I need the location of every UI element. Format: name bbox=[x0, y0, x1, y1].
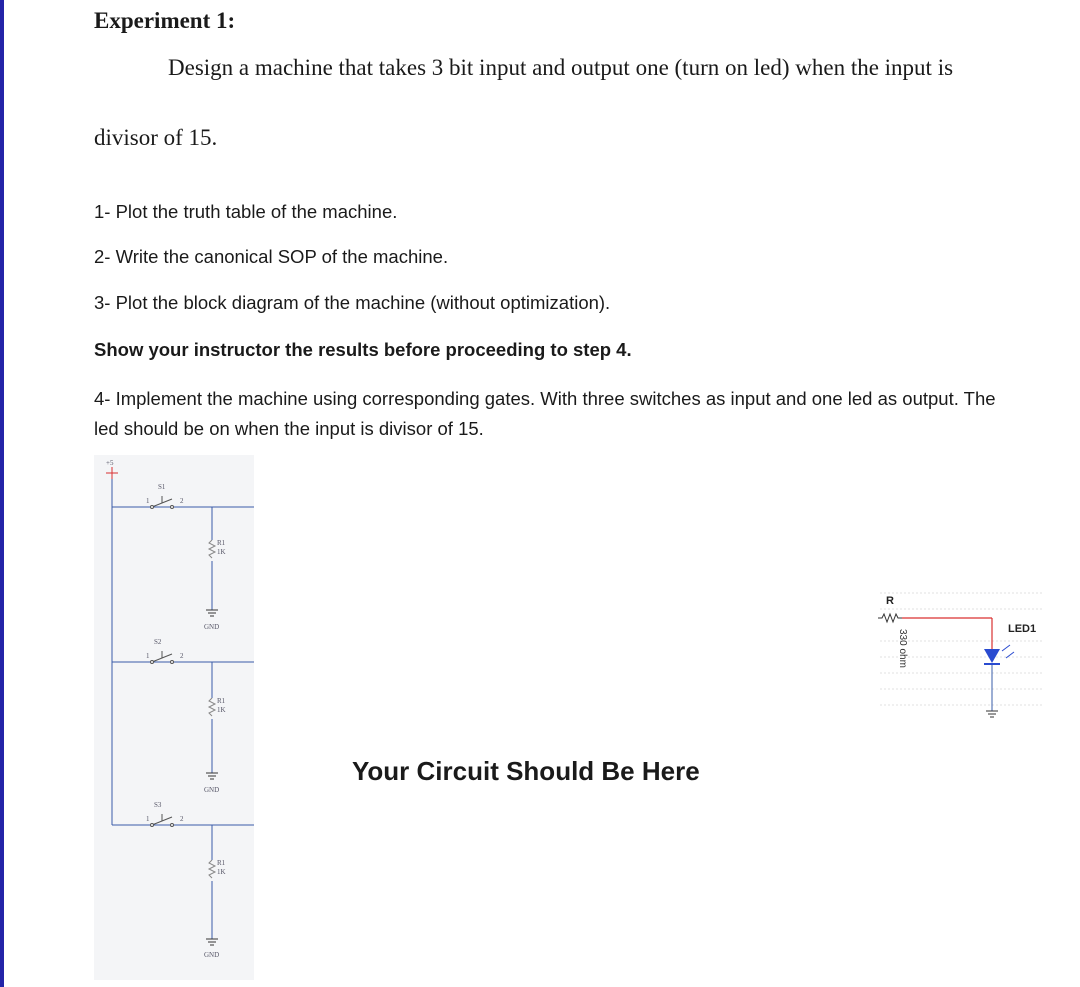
ground-2-label: GND bbox=[204, 786, 220, 794]
step-2: 2- Write the canonical SOP of the machine. bbox=[94, 246, 449, 267]
switch-2-pin1: 1 bbox=[146, 652, 150, 660]
switch-1-pin1: 1 bbox=[146, 497, 150, 505]
led-label: LED1 bbox=[1008, 623, 1037, 635]
intro-line-1: Design a machine that takes 3 bit input and output one (turn on led) when the input is bbox=[168, 55, 954, 80]
resistor-3-value: 1K bbox=[217, 868, 226, 876]
experiment-title: Experiment 1: bbox=[94, 8, 236, 33]
instructor-note: Show your instructor the results before proceeding to step 4. bbox=[94, 339, 632, 360]
ground-1-label: GND bbox=[204, 623, 220, 631]
switch-1-label: S1 bbox=[158, 483, 166, 491]
page-edge-bar bbox=[0, 0, 4, 987]
step-1: 1- Plot the truth table of the machine. bbox=[94, 201, 398, 222]
resistor-1-value: 1K bbox=[217, 548, 226, 556]
resistor-3-label: R1 bbox=[217, 859, 226, 867]
intro-line-2: divisor of 15. bbox=[94, 125, 218, 150]
switch-schematic bbox=[94, 455, 254, 980]
circuit-placeholder-text: Your Circuit Should Be Here bbox=[352, 756, 700, 786]
ground-3-label: GND bbox=[204, 951, 220, 959]
switch-1-pin2: 2 bbox=[180, 497, 184, 505]
switch-3-pin2: 2 bbox=[180, 815, 184, 823]
switch-3-pin1: 1 bbox=[146, 815, 150, 823]
switch-3-label: S3 bbox=[154, 801, 162, 809]
step-3: 3- Plot the block diagram of the machine (without optimization). bbox=[94, 292, 611, 313]
switch-2-label: S2 bbox=[154, 638, 162, 646]
resistor-value: 330 ohm bbox=[897, 629, 908, 668]
resistor-2-label: R1 bbox=[217, 697, 226, 705]
supply-label: +5 bbox=[106, 459, 114, 467]
resistor-1-label: R1 bbox=[217, 539, 226, 547]
led-circuit bbox=[872, 585, 1042, 725]
resistor-2-value: 1K bbox=[217, 706, 226, 714]
switch-2-pin2: 2 bbox=[180, 652, 184, 660]
resistor-label: R bbox=[886, 595, 894, 607]
step-4: 4- Implement the machine using corresponding gates. With three switches as input and one led as output. The led should be on when the input is divisor of 15. bbox=[94, 388, 996, 439]
